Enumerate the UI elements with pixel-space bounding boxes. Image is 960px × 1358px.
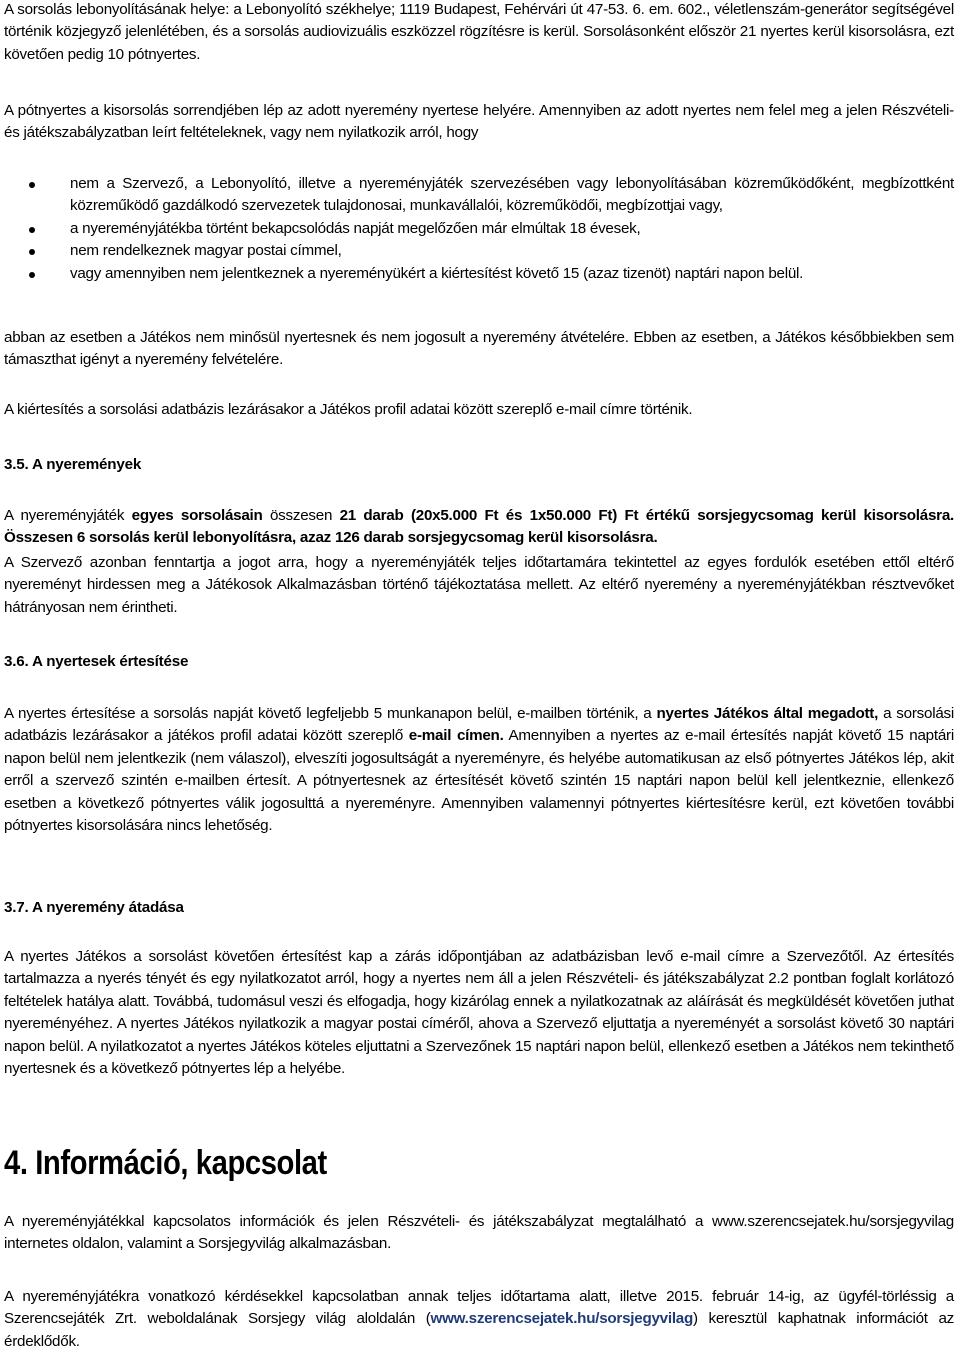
conditions-list: [4, 173, 954, 285]
info-paragraph: A nyereményjátékkal kapcsolatos információk és jelen Részvételi- és játékszabályzat megtalálható a www.szerencsejatek.hu/sorsjegyvilag internetes oldalon, valamint a Sorsjegyvilág alkalmazásban.: [4, 1213, 954, 1253]
bullet-icon: [29, 182, 35, 188]
bullet-icon: [29, 249, 35, 255]
email-notice-paragraph: A kiértesítés a sorsolási adatbázis lezárásakor a Játékos profil adatai között szereplő e-mail címre történik.: [4, 401, 693, 418]
not-winner-paragraph: abban az esetben a Játékos nem minősül nyertesnek és nem jogosult a nyeremény átvételére. Ebben az esetben, a Játékos későbbiekben sem támaszthat igényt a nyeremény felvételére.: [4, 329, 954, 369]
contact-paragraph: A nyereményjátékra vonatkozó kérdésekkel kapcsolatban annak teljes időtartama alatt, illetve 2015. február 14-ig, az ügyfél-törléssig a Szerencsejáték Zrt. weboldalának Sorsjegy világ aloldalán (www.szerencsejatek.hu/sorsjegyvilag) keresztül kaphatnak információt az érdeklődők.: [4, 1288, 954, 1350]
list-item: vagy amennyiben nem jelentkeznek a nyereményükért a kiértesítést követő 15 (azaz tizenöt) naptári napon belül.: [4, 263, 954, 285]
prizes-heading: 3.5. A nyeremények: [4, 456, 142, 473]
prizes-reserve-paragraph: A Szervező azonban fenntartja a jogot arra, hogy a nyereményjáték teljes időtartamára tekintettel az egyes fordulók esetében ettől eltérő nyereményt hirdessen meg a Játékosok Alkalmazásban történő tájékoztatása mellett. Az eltérő nyeremény a nyereményjátékban résztvevőket hátrányosan nem érintheti.: [4, 554, 954, 616]
notify-paragraph: A nyertes értesítése a sorsolás napját követő legfeljebb 5 munkanapon belül, e-mailben történik, a nyertes Játékos által megadott, a sorsolási adatbázis lezárásakor a játékos profil adatai között szereplő e-mail címen. Amennyiben a nyertes az e-mail értesítés napját követő 15 naptári napon belül nem jelentkezik (nem válaszol), elveszíti jogosultságát a nyereményre, és helyébe automatikusan az első pótnyertes Játékos lép, akit erről a szervező szintén e-mailben értesít. A pótnyertesnek az értesítését követő szintén 15 naptári napon belül kell jelentkeznie, ellenkező esetben a következő pótnyertes válik jogosulttá a nyereményre. Amennyiben valamennyi pótnyertes kiértesítésre kerül, ezt követően további pótnyertes kisorsolására nincs lehetőség.: [4, 705, 954, 835]
list-item: a nyereményjátékba történt bekapcsolódás napját megelőzően már elmúltak 18 évesek,: [4, 218, 954, 240]
handover-heading: 3.7. A nyeremény átadása: [4, 899, 184, 916]
list-item: nem rendelkeznek magyar postai címmel,: [4, 240, 954, 262]
info-heading: 4. Információ, kapcsolat: [4, 1144, 327, 1182]
list-item: nem a Szervező, a Lebonyolító, illetve a nyereményjáték szervezésében vagy lebonyolításában közreműködőként, megbízottként közreműködő gazdálkodó szervezetek tulajdonosai, munkavállalói, közreműködői, megbízottjai vagy,: [4, 173, 954, 218]
handover-paragraph: A nyertes Játékos a sorsolást követően értesítést kap a zárás időpontjában az adatbázisban levő e-mail címre a Szervezőtől. Az értesítés tartalmazza a nyerés tényét és egy nyilatkozatot arról, hogy a nyertes nem áll a jelen Részvételi- és játékszabályzat 2.2 pontban foglalt korlátozó feltételek hatálya alatt. Továbbá, tudomásul veszi és elfogadja, hogy kizárólag ennek a nyilatkozatnak az aláírását és megküldését követően juthat nyereményéhez. A nyertes Játékos nyilatkozik a magyar postai címéről, ahova a Szervező eljuttatja a nyereményét a sorsolást követő 30 naptári napon belül. A nyilatkozatot a nyertes Játékos köteles eljuttatni a Szervezőnek 15 naptári napon belül, ellenkező esetben a Játékos nem tekinthető nyertesnek és a következő pótnyertes lép a helyébe.: [4, 948, 954, 1078]
replacement-paragraph: A pótnyertes a kisorsolás sorrendjében lép az adott nyeremény nyertese helyére. Amennyiben az adott nyertes nem felel meg a jelen Részvételi- és játékszabályzatban leírt feltételeknek, vagy nem nyilatkozik arról, hogy: [4, 102, 954, 142]
notify-heading: 3.6. A nyertesek értesítése: [4, 653, 189, 670]
bullet-icon: [29, 227, 35, 233]
prizes-paragraph: A nyereményjáték egyes sorsolásain összesen 21 darab (20x5.000 Ft és 1x50.000 Ft) Ft értékű sorsjegycsomag kerül kisorsolásra. Összesen 6 sorsolás kerül lebonyolításra, azaz 126 darab sorsjegycsomag kerül kisorsolásra.: [4, 507, 954, 547]
intro-paragraph: A sorsolás lebonyolításának helye: a Lebonyolító székhelye; 1119 Budapest, Fehérvári út 47-53. 6. em. 602., véletlenszám-generátor segítségével történik közjegyző jelenlétében, és a sorsolás audiovizuális eszközzel rögzítésre is kerül. Sorsolásonként először 21 nyertes kerül kisorsolásra, ezt követően pedig 10 pótnyertes.: [4, 1, 954, 63]
bullet-icon: [29, 272, 35, 278]
sorsjegyvilag-link[interactable]: www.szerencsejatek.hu/sorsjegyvilag: [430, 1310, 694, 1328]
